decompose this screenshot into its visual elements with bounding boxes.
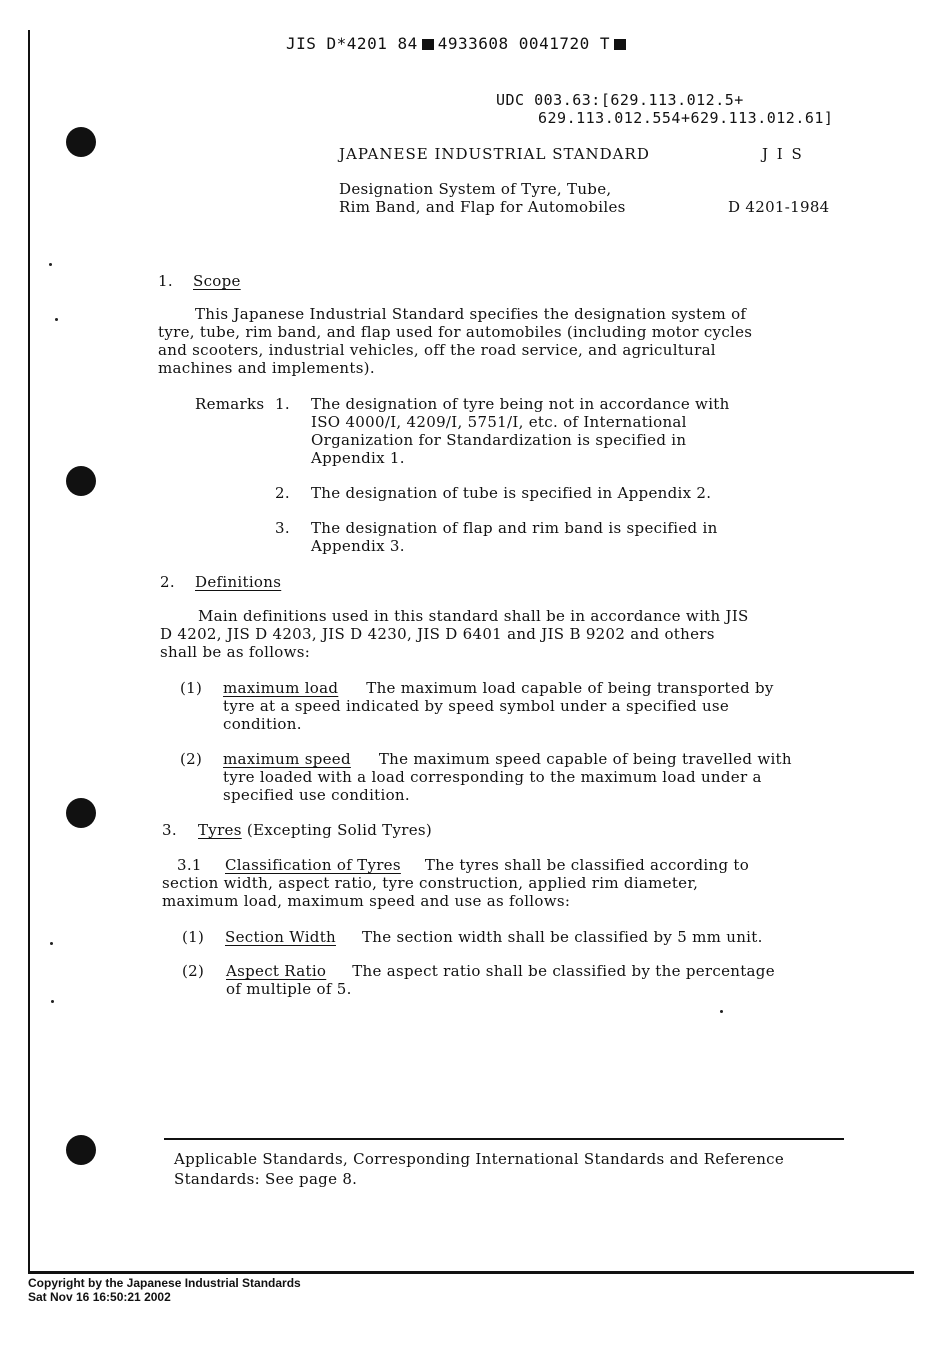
section2-number: 2.	[160, 573, 175, 591]
subsection-line: section width, aspect ratio, tyre construction, applied rim diameter,	[162, 874, 699, 892]
section3-heading-line	[198, 821, 432, 839]
definition-maximum-load	[223, 679, 774, 733]
remark-number: 2.	[275, 484, 290, 502]
scan-speck	[720, 1010, 723, 1013]
footnote-separator	[164, 1138, 844, 1140]
footnote-line: Standards: See page 8.	[174, 1170, 358, 1188]
remark-line: ISO 4000/I, 4209/I, 5751/I, etc. of International	[311, 413, 687, 431]
classification-line	[226, 962, 775, 980]
standard-title: JAPANESE INDUSTRIAL STANDARD	[339, 145, 650, 163]
redaction-block	[422, 39, 434, 50]
classification-section-width	[225, 928, 763, 946]
paragraph-line: This Japanese Industrial Standard specifies the designation system of	[195, 305, 747, 323]
definition-number: (2)	[180, 750, 203, 768]
section1-number: 1.	[158, 272, 173, 290]
subsection-heading: Classification of Tyres	[225, 856, 401, 874]
remarks-label: Remarks	[195, 395, 265, 413]
scan-speck	[51, 1000, 54, 1003]
document-title-line2: Rim Band, and Flap for Automobiles	[339, 198, 626, 216]
classification-number: (2)	[182, 962, 205, 980]
punch-hole	[66, 1135, 96, 1165]
definition-line: tyre at a speed indicated by speed symbol under a specified use	[223, 697, 730, 715]
udc-line1: UDC 003.63:[629.113.012.5+	[496, 91, 744, 109]
udc-line2: 629.113.012.554+629.113.012.61]	[538, 109, 834, 127]
punch-hole	[66, 798, 96, 828]
remark-number: 3.	[275, 519, 290, 537]
remark-line: The designation of flap and rim band is specified in	[311, 519, 718, 537]
definition-text: The maximum load capable of being transported by	[366, 679, 774, 697]
header-code-part2: 4933608 0041720 T	[437, 34, 610, 53]
definition-maximum-speed	[223, 750, 792, 804]
bottom-margin-line	[28, 1271, 914, 1274]
classification-aspect-ratio	[226, 962, 775, 998]
subsection-3-1	[162, 856, 749, 910]
definition-term: maximum load	[223, 679, 339, 697]
section2-paragraph	[160, 607, 749, 661]
left-margin-line	[28, 30, 30, 1274]
header-code	[286, 34, 630, 53]
scan-speck	[49, 263, 52, 266]
classification-term: Aspect Ratio	[226, 962, 327, 980]
classification-text: The section width shall be classified by 5 mm unit.	[361, 928, 763, 946]
paragraph-line: shall be as follows:	[160, 643, 311, 661]
definition-line	[223, 679, 774, 697]
remark-line: The designation of tyre being not in accordance with	[311, 395, 730, 413]
copyright-timestamp: Sat Nov 16 16:50:21 2002	[28, 1290, 171, 1304]
section3-heading-suffix: (Excepting Solid Tyres)	[246, 821, 433, 839]
definition-line: tyre loaded with a load corresponding to the maximum load under a	[223, 768, 762, 786]
remark-number: 1.	[275, 395, 290, 413]
footnote	[174, 1149, 784, 1189]
punch-hole	[66, 466, 96, 496]
subsection-line: maximum load, maximum speed and use as follows:	[162, 892, 571, 910]
paragraph-line: D 4202, JIS D 4203, JIS D 4230, JIS D 6401 and JIS B 9202 and others	[160, 625, 715, 643]
classification-number: (1)	[182, 928, 205, 946]
standard-code: J I S	[762, 145, 804, 163]
scan-speck	[50, 942, 53, 945]
section2-heading: Definitions	[195, 573, 282, 591]
definition-term: maximum speed	[223, 750, 351, 768]
document-number: D 4201-1984	[728, 198, 830, 216]
definition-number: (1)	[180, 679, 203, 697]
definition-line	[223, 750, 792, 768]
remark-line: Appendix 1.	[311, 449, 405, 467]
section3-number: 3.	[162, 821, 177, 839]
header-code-part1: JIS D*4201 84	[286, 34, 418, 53]
section1-heading: Scope	[193, 272, 241, 290]
subsection-line	[162, 856, 749, 874]
footnote-line: Applicable Standards, Corresponding International Standards and Reference	[174, 1150, 785, 1168]
remark-line: Appendix 3.	[311, 537, 405, 555]
definition-line: specified use condition.	[223, 786, 410, 804]
redaction-block	[614, 39, 626, 50]
classification-line: of multiple of 5.	[226, 980, 352, 998]
section1-paragraph	[158, 305, 752, 377]
remark-line: Organization for Standardization is specified in	[311, 431, 687, 449]
paragraph-line: and scooters, industrial vehicles, off the road service, and agricultural	[158, 341, 716, 359]
definition-text: The maximum speed capable of being travelled with	[378, 750, 792, 768]
paragraph-line: tyre, tube, rim band, and flap used for automobiles (including motor cycles	[158, 323, 753, 341]
copyright-line: Copyright by the Japanese Industrial Standards	[28, 1276, 301, 1290]
section3-heading: Tyres	[198, 821, 242, 839]
subsection-number: 3.1	[177, 856, 202, 874]
scan-speck	[55, 318, 58, 321]
classification-text: The aspect ratio shall be classified by the percentage	[352, 962, 775, 980]
remark-1-text	[311, 395, 730, 467]
copyright-block	[28, 1276, 301, 1304]
paragraph-line: Main definitions used in this standard shall be in accordance with JIS	[198, 607, 749, 625]
classification-term: Section Width	[225, 928, 336, 946]
document-title-line1: Designation System of Tyre, Tube,	[339, 180, 612, 198]
paragraph-line: machines and implements).	[158, 359, 375, 377]
subsection-text: The tyres shall be classified according to	[424, 856, 750, 874]
remark-2-text: The designation of tube is specified in Appendix 2.	[311, 484, 712, 502]
punch-hole	[66, 127, 96, 157]
definition-line: condition.	[223, 715, 302, 733]
remark-3-text	[311, 519, 718, 555]
